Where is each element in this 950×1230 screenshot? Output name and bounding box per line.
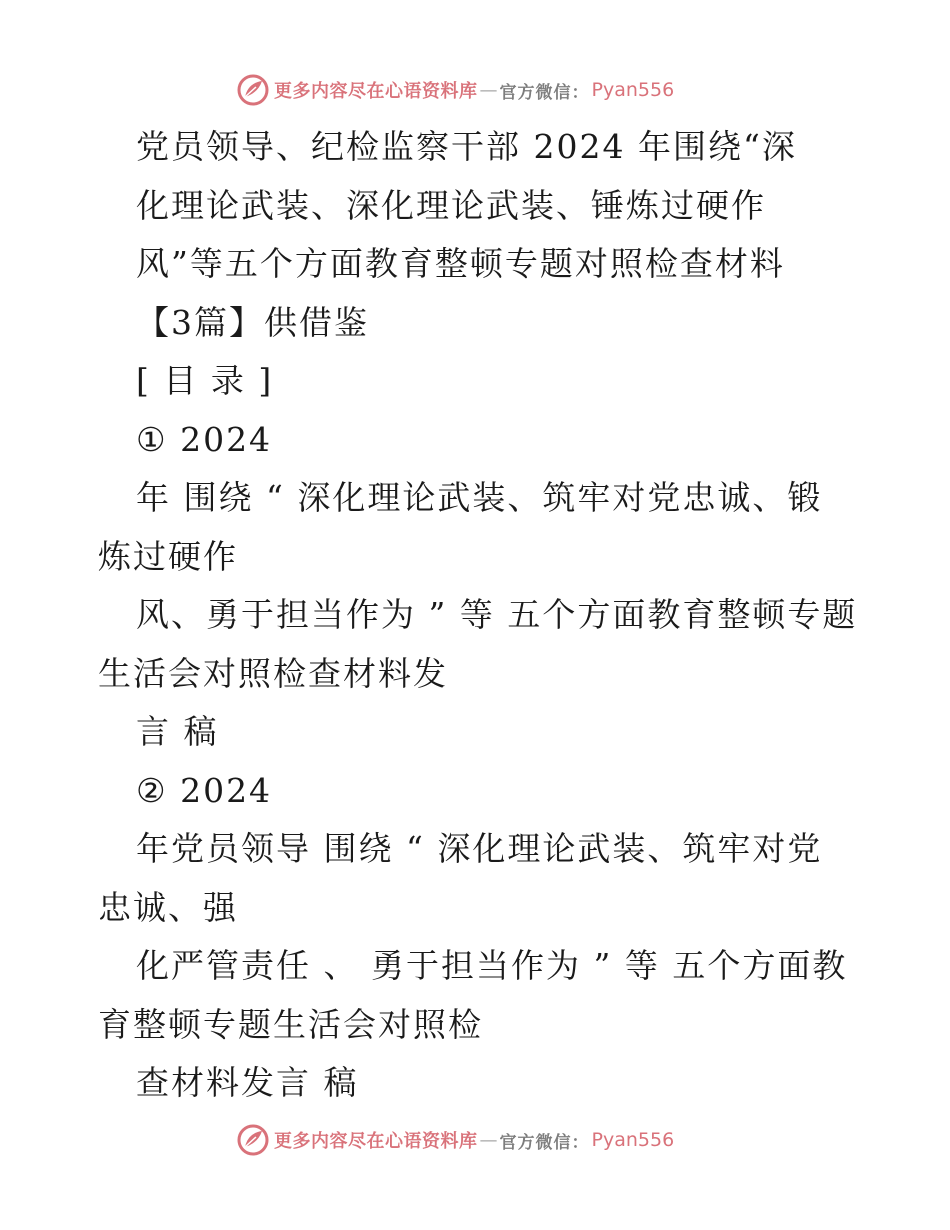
text-line: 年党员领导 围绕 “ 深化理论武装、筑牢对党 xyxy=(136,829,823,868)
text-line: 育整顿专题生活会对照检 xyxy=(98,1004,483,1044)
text-line: 言 稿 xyxy=(136,712,219,751)
watermark-separator: — xyxy=(479,79,498,101)
watermark-separator: — xyxy=(479,1129,498,1151)
text-line: 【3篇】供借鉴 xyxy=(136,302,369,342)
text-line: 化严管责任 、 勇于担当作为 ” 等 五个方面教 xyxy=(136,946,848,985)
toc-heading: [ 目 录 ] xyxy=(136,361,274,400)
toc-item-1-number: ① 2024 xyxy=(136,419,273,459)
watermark-account: Pyan556 xyxy=(591,1129,675,1151)
footer-watermark xyxy=(236,1122,674,1158)
header-watermark xyxy=(236,72,674,108)
watermark-site-text: 更多内容尽在心语资料库 xyxy=(274,1131,478,1152)
text-line: 党员领导、纪检监察干部 2024 年围绕“深 xyxy=(136,127,797,166)
leaf-logo-icon xyxy=(236,73,270,107)
watermark-official-label: 官方微信： xyxy=(499,1132,590,1153)
toc-item-2-number: ② 2024 xyxy=(136,770,273,810)
leaf-logo-icon xyxy=(236,1123,270,1157)
text-line: 化理论武装、深化理论武装、锤炼过硬作 xyxy=(136,185,766,225)
watermark-site-text: 更多内容尽在心语资料库 xyxy=(274,81,478,102)
text-line: 风、勇于担当作为 ” 等 五个方面教育整顿专题 xyxy=(136,595,858,634)
text-line: 风”等五个方面教育整顿专题对照检查材料 xyxy=(136,244,785,283)
text-line: 炼过硬作 xyxy=(98,536,238,576)
document-body xyxy=(98,118,858,1113)
text-line: 查材料发言 稿 xyxy=(136,1063,359,1102)
text-line: 忠诚、强 xyxy=(98,887,238,927)
text-line: 生活会对照检查材料发 xyxy=(98,653,448,693)
watermark-official-label: 官方微信： xyxy=(499,82,590,103)
watermark-account: Pyan556 xyxy=(591,79,675,101)
text-line: 年 围绕 “ 深化理论武装、筑牢对党忠诚、锻 xyxy=(136,478,823,517)
